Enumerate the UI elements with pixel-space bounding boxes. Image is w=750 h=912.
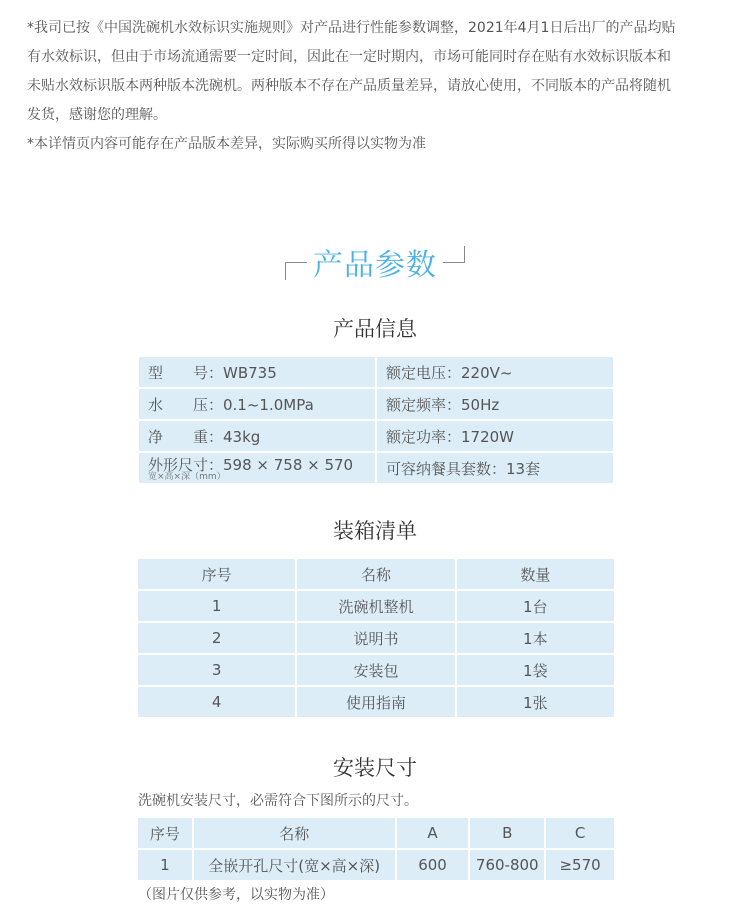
table-cell: 1台 — [457, 591, 614, 621]
dimensions-value: 外形尺寸：598 × 758 × 570 — [148, 456, 354, 474]
column-header: 序号 — [138, 559, 295, 589]
table-cell: 3 — [138, 655, 295, 685]
table-header-row — [138, 818, 614, 848]
install-table — [136, 816, 616, 882]
table-cell: 洗碗机整机 — [297, 591, 454, 621]
section-title-text: 产品参数 — [313, 248, 437, 283]
section-title — [285, 236, 465, 284]
info-cell-dimensions — [139, 453, 375, 483]
dimensions-unit: 宽×高×深（mm） — [148, 472, 226, 482]
column-header: 数量 — [457, 559, 614, 589]
column-header: A — [397, 818, 469, 848]
column-header: C — [546, 818, 614, 848]
table-row — [139, 389, 613, 419]
table-cell: 全嵌开孔尺寸(宽×高×深) — [194, 850, 395, 880]
table-cell: 760-800 — [470, 850, 544, 880]
table-row — [138, 623, 614, 653]
column-header: 名称 — [194, 818, 395, 848]
notice-line: 发货，感谢您的理解。 — [27, 107, 167, 123]
table-cell: 1本 — [457, 623, 614, 653]
table-cell: 4 — [138, 687, 295, 717]
table-row — [138, 687, 614, 717]
info-table — [137, 355, 615, 485]
info-cell: 额定功率：1720W — [377, 421, 613, 451]
packing-heading: 装箱清单 — [333, 519, 417, 543]
info-cell: 额定频率：50Hz — [377, 389, 613, 419]
notice-line: 有水效标识，但由于市场流通需要一定时间，因此在一定时期内，市场可能同时存在贴有水效标识版本和 — [27, 49, 671, 65]
install-heading: 安装尺寸 — [333, 756, 417, 780]
info-heading: 产品信息 — [333, 317, 417, 341]
info-cell: 净 重：43kg — [139, 421, 375, 451]
table-cell: 1张 — [457, 687, 614, 717]
table-cell: 1 — [138, 591, 295, 621]
notice-line: *本详情页内容可能存在产品版本差异，实际购买所得以实物为准 — [27, 136, 426, 152]
table-row — [138, 850, 614, 880]
info-cell: 可容纳餐具套数：13套 — [377, 453, 613, 483]
info-cell: 型 号：WB735 — [139, 357, 375, 387]
table-cell: 2 — [138, 623, 295, 653]
table-cell: 1 — [138, 850, 192, 880]
table-cell: 使用指南 — [297, 687, 454, 717]
packing-table — [136, 557, 616, 719]
install-note: （图片仅供参考，以实物为准） — [138, 887, 334, 903]
column-header: 序号 — [138, 818, 192, 848]
notice-line: *我司已按《中国洗碗机水效标识实施规则》对产品进行性能参数调整，2021年4月1日后出厂的产品均贴 — [27, 20, 676, 36]
info-cell: 额定电压：220V~ — [377, 357, 613, 387]
table-cell: 安装包 — [297, 655, 454, 685]
table-row — [139, 453, 613, 483]
table-row — [139, 357, 613, 387]
info-cell: 水 压：0.1~1.0MPa — [139, 389, 375, 419]
notice-line: 未贴水效标识版本两种版本洗碗机。两种版本不存在产品质量差异，请放心使用，不同版本的产品将随机 — [27, 78, 671, 94]
table-row — [138, 655, 614, 685]
table-cell: 说明书 — [297, 623, 454, 653]
table-header-row — [138, 559, 614, 589]
table-cell: ≥570 — [546, 850, 614, 880]
table-row — [138, 591, 614, 621]
table-cell: 600 — [397, 850, 469, 880]
table-row — [139, 421, 613, 451]
table-cell: 1袋 — [457, 655, 614, 685]
column-header: 名称 — [297, 559, 454, 589]
install-intro: 洗碗机安装尺寸，必需符合下图所示的尺寸。 — [138, 793, 418, 809]
column-header: B — [470, 818, 544, 848]
notice-block — [27, 14, 727, 159]
